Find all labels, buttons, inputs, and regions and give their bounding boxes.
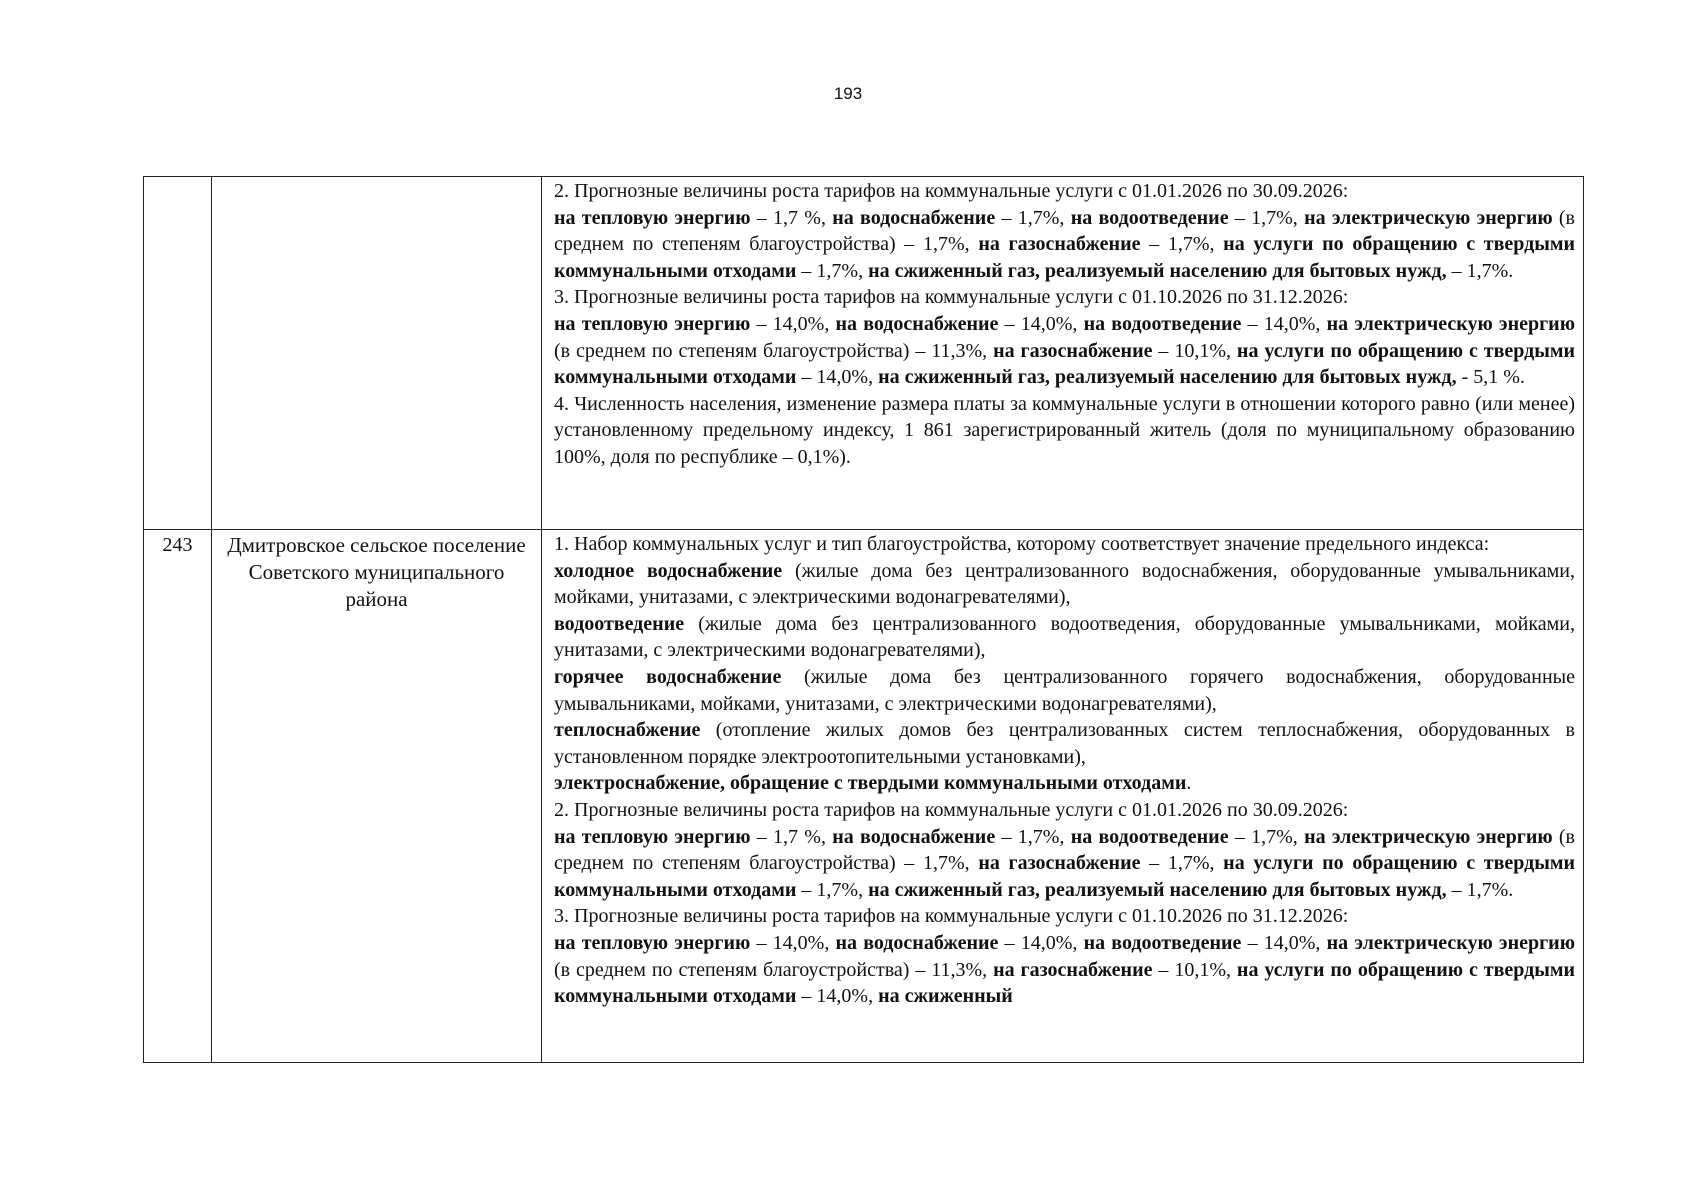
bold-text: на электрическую энергию xyxy=(1326,312,1575,335)
text: (в среднем по степеням благоустройства) – 11,3%, xyxy=(554,958,994,981)
text: – 10,1%, xyxy=(1152,958,1237,981)
text: – 1,7%. xyxy=(1446,259,1514,282)
paragraph xyxy=(554,558,1575,611)
bold-text: на водоснабжение xyxy=(832,825,996,848)
bold-text: на услуги по обращению с твердыми коммунальными отходами xyxy=(554,233,1575,282)
bold-text: холодное водоснабжение xyxy=(554,559,783,582)
bold-text: теплоснабжение xyxy=(554,719,701,742)
text: (в среднем по степеням благоустройства) – 1,7%, xyxy=(554,825,1575,875)
text: – 14,0%, xyxy=(998,312,1084,335)
paragraph xyxy=(554,284,1575,311)
bold-text: на электрическую энергию xyxy=(1326,931,1575,954)
bold-text: на сжиженный газ, реализуемый населению для бытовых нужд, xyxy=(868,878,1447,901)
paragraph xyxy=(554,930,1575,1010)
text: – 14,0%, xyxy=(796,366,879,389)
text: 1. Набор коммунальных услуг и тип благоустройства, которому соответствует значение предельного индекса: xyxy=(554,533,1490,555)
paragraph xyxy=(554,717,1575,770)
bold-text: на электрическую энергию xyxy=(1304,206,1553,229)
tariff-table xyxy=(143,176,1584,1063)
bold-text: на водоснабжение xyxy=(835,931,999,954)
paragraph xyxy=(554,311,1575,391)
paragraph xyxy=(554,664,1575,717)
text: – 1,7%, xyxy=(1140,852,1224,875)
tariff-info-text xyxy=(554,178,1575,527)
paragraph xyxy=(554,903,1575,930)
text: 4. Численность населения, изменение размера платы за коммунальные услуги в отношении которого равно (или менее) установленному предельному индексу, 1 861 зарегистрированный житель (доля по муниципальному образованию 100%, доля по республике – 0,1%). xyxy=(554,392,1575,468)
bold-text: на водоотведение xyxy=(1070,206,1229,229)
text: – 1,7 %, xyxy=(750,206,833,229)
bold-text: на тепловую энергию xyxy=(554,312,751,335)
text: . xyxy=(1186,772,1192,795)
text: 2. Прогнозные величины роста тарифов на коммунальные услуги с 01.01.2026 по 30.09.2026: xyxy=(554,798,1349,821)
text: – 1,7%, xyxy=(1140,233,1224,256)
paragraph xyxy=(554,531,1575,558)
text: – 14,0%, xyxy=(750,931,836,954)
text: – 14,0%, xyxy=(1241,312,1327,335)
paragraph xyxy=(554,797,1575,824)
text: – 14,0%, xyxy=(796,985,879,1008)
bold-text: на газоснабжение xyxy=(993,958,1153,981)
table-row xyxy=(144,530,1584,1063)
bold-text: на газоснабжение xyxy=(978,233,1141,256)
text: (в среднем по степеням благоустройства) – 11,3%, xyxy=(554,339,994,362)
text: – 1,7%, xyxy=(1228,825,1305,848)
text: – 1,7%, xyxy=(796,878,869,901)
tariff-info-text xyxy=(554,531,1575,1060)
bold-text: на газоснабжение xyxy=(978,852,1141,875)
text: (жилые дома без централизованного горячего водоснабжения, оборудованные умывальниками, мойками, унитазами, с электрическими водонагревателями), xyxy=(554,665,1575,715)
bold-text: на водоснабжение xyxy=(832,206,996,229)
text: 3. Прогнозные величины роста тарифов на коммунальные услуги с 01.10.2026 по 31.12.2026: xyxy=(554,905,1349,928)
tariff-info-cell xyxy=(542,177,1584,530)
bold-text: на газоснабжение xyxy=(993,339,1153,362)
text: 2. Прогнозные величины роста тарифов на коммунальные услуги с 01.01.2026 по 30.09.2026: xyxy=(554,180,1349,202)
bold-text: на тепловую энергию xyxy=(554,931,751,954)
text: – 1,7%, xyxy=(995,206,1071,229)
bold-text: на услуги по обращению с твердыми коммунальными отходами xyxy=(554,958,1575,1008)
bold-text: водоотведение xyxy=(554,612,685,635)
row-number-cell: 243 xyxy=(144,530,212,1063)
bold-text: на тепловую энергию xyxy=(554,206,751,229)
bold-text: электроснабжение, обращение с твердыми коммунальными отходами xyxy=(554,772,1187,795)
bold-text: на услуги по обращению с твердыми коммунальными отходами xyxy=(554,852,1575,901)
paragraph xyxy=(554,391,1575,471)
text: - 5,1 %. xyxy=(1456,366,1525,389)
bold-text: горячее водоснабжение xyxy=(554,665,782,688)
municipality-name-cell: Дмитровское сельское поселение Советского муниципального района xyxy=(212,530,542,1063)
bold-text: на сжиженный газ, реализуемый населению для бытовых нужд, xyxy=(868,259,1447,282)
paragraph xyxy=(554,178,1575,205)
bold-text: на сжиженный газ, реализуемый населению для бытовых нужд, xyxy=(878,366,1457,389)
text: (жилые дома без централизованного водоснабжения, оборудованные умывальниками, мойками, унитазами, с электрическими водонагревателями), xyxy=(554,559,1575,609)
table-row xyxy=(144,177,1584,530)
text: – 1,7%, xyxy=(1228,206,1305,229)
text: – 14,0%, xyxy=(1241,931,1327,954)
text: (в среднем по степеням благоустройства) – 1,7%, xyxy=(554,206,1575,256)
paragraph xyxy=(554,770,1575,797)
bold-text: на тепловую энергию xyxy=(554,825,751,848)
text: – 1,7%, xyxy=(995,825,1071,848)
tariff-info-cell xyxy=(542,530,1584,1063)
bold-text: на услуги по обращению с твердыми коммунальными отходами xyxy=(554,339,1575,389)
text: – 14,0%, xyxy=(750,312,836,335)
bold-text: на электрическую энергию xyxy=(1304,825,1553,848)
row-number-cell xyxy=(144,177,212,530)
paragraph xyxy=(554,205,1575,285)
text: – 14,0%, xyxy=(998,931,1084,954)
text: (отопление жилых домов без централизованных систем теплоснабжения, оборудованных в установленном порядке электроотопительными установками), xyxy=(554,719,1575,768)
text: 3. Прогнозные величины роста тарифов на коммунальные услуги с 01.10.2026 по 31.12.2026: xyxy=(554,286,1349,309)
bold-text: на водоотведение xyxy=(1070,825,1229,848)
bold-text: на сжиженный xyxy=(878,985,1013,1008)
bold-text: на водоснабжение xyxy=(835,312,999,335)
text: – 1,7%. xyxy=(1446,878,1514,901)
text: – 1,7%, xyxy=(796,259,869,282)
text: – 1,7 %, xyxy=(750,825,833,848)
municipality-name-cell xyxy=(212,177,542,530)
text: – 10,1%, xyxy=(1152,339,1237,362)
text: (жилые дома без централизованного водоотведения, оборудованные умывальниками, мойками, унитазами, с электрическими водонагревателями), xyxy=(554,612,1575,662)
paragraph xyxy=(554,611,1575,664)
paragraph xyxy=(554,824,1575,904)
page-number: 193 xyxy=(833,84,863,103)
bold-text: на водоотведение xyxy=(1083,312,1242,335)
bold-text: на водоотведение xyxy=(1083,931,1242,954)
